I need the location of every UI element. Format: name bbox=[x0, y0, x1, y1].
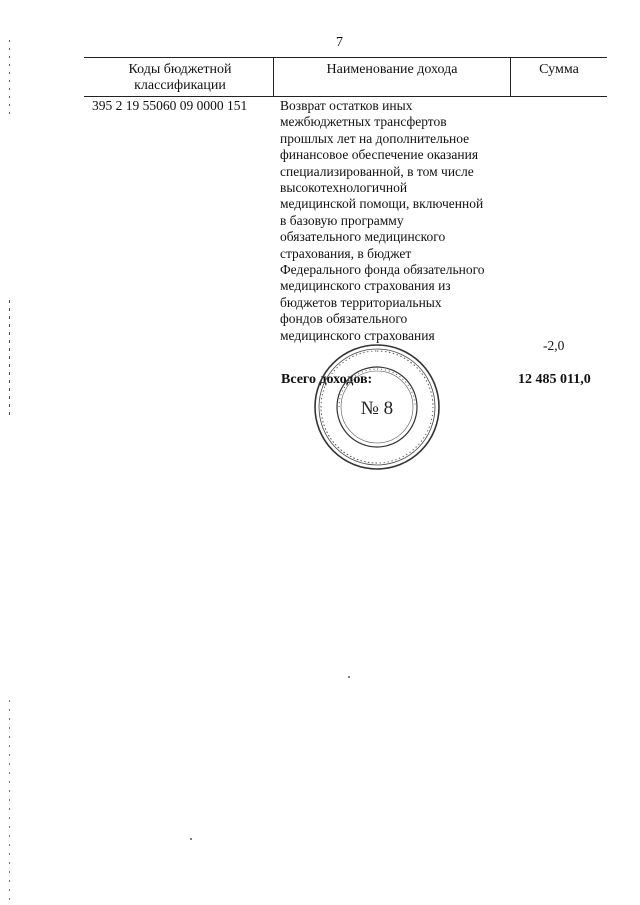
header-name: Наименование дохода bbox=[326, 62, 458, 77]
description-line: высокотехнологичной bbox=[280, 180, 408, 196]
table-header-bottom-rule bbox=[84, 96, 607, 97]
description-line: бюджетов территориальных bbox=[280, 294, 442, 310]
description-line: фондов обязательного bbox=[280, 311, 408, 327]
official-seal-stamp bbox=[312, 342, 442, 472]
description-line: специализированной, в том числе bbox=[280, 163, 474, 179]
header-code-line-1: Коды бюджетной bbox=[128, 62, 232, 77]
header-code-line-2: классификации bbox=[134, 78, 226, 93]
scan-speck bbox=[348, 676, 350, 678]
description-line: Возврат остатков иных bbox=[280, 98, 413, 113]
row-code: 395 2 19 55060 09 0000 151 bbox=[92, 98, 248, 113]
total-value: 12 485 011,0 bbox=[518, 372, 591, 387]
table-top-rule bbox=[84, 57, 607, 58]
page-number: 7 bbox=[336, 35, 343, 50]
description-line: Федерального фонда обязательного bbox=[280, 262, 485, 278]
description-line: медицинской помощи, включенной bbox=[280, 196, 484, 212]
header-divider-2 bbox=[510, 57, 511, 97]
description-line: прошлых лет на дополнительное bbox=[280, 130, 470, 146]
row-description bbox=[280, 98, 510, 344]
description-line: межбюджетных трансфертов bbox=[280, 114, 447, 130]
description-line: в базовую программу bbox=[280, 212, 404, 228]
total-label: Всего доходов: bbox=[281, 372, 373, 387]
scan-edge-artifact bbox=[8, 0, 11, 905]
scan-speck bbox=[190, 838, 192, 840]
header-sum: Сумма bbox=[539, 62, 579, 77]
description-line: страхования, в бюджет bbox=[280, 245, 412, 261]
description-line: обязательного медицинского bbox=[280, 229, 446, 245]
header-divider-1 bbox=[273, 57, 274, 97]
description-line: медицинского страхования из bbox=[280, 278, 451, 294]
row-amount: -2,0 bbox=[543, 338, 565, 353]
header-code bbox=[90, 62, 270, 94]
description-line: медицинского страхования bbox=[280, 327, 435, 343]
stamp-number: № 8 bbox=[360, 398, 394, 419]
description-line: финансовое обеспечение оказания bbox=[280, 147, 479, 163]
